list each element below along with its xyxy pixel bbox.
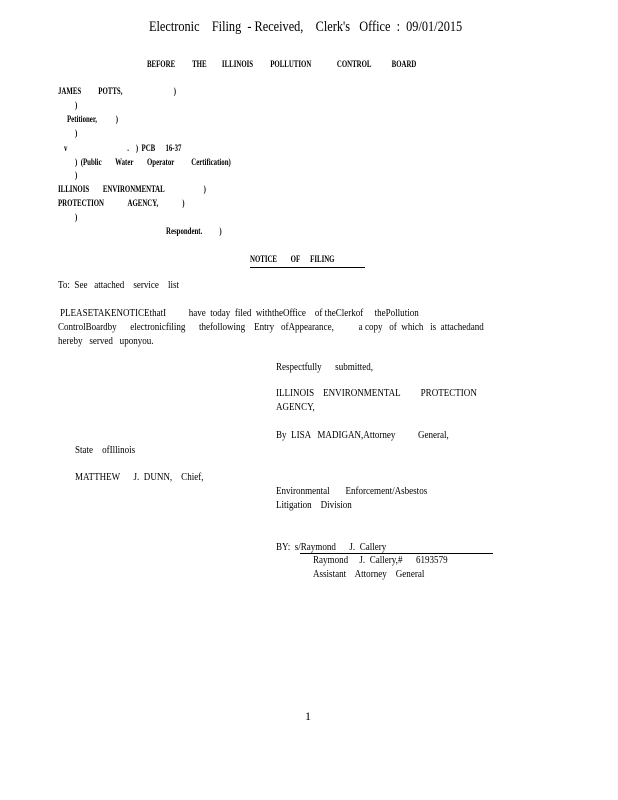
caption-bracket: ) bbox=[75, 129, 78, 139]
board-title: BEFORE THE ILLINOIS POLLUTION CONTROL BOARD bbox=[147, 60, 417, 70]
chief-line: MATTHEW J. DUNN, Chief, bbox=[75, 472, 204, 483]
to-line: To: See attached service list bbox=[58, 280, 179, 291]
notice-title: NOTICE OF FILING bbox=[250, 255, 335, 265]
signature-underline bbox=[300, 553, 493, 554]
caption-bracket: ) bbox=[75, 101, 78, 111]
signer-title: Assistant Attorney General bbox=[313, 569, 425, 580]
notice-title-underline bbox=[250, 267, 365, 268]
division-line-2: Litigation Division bbox=[276, 500, 352, 511]
agency-name-line-1: ILLINOIS ENVIRONMENTAL PROTECTION bbox=[276, 388, 477, 399]
signature-by-line: BY: s/Raymond J. Callery bbox=[276, 542, 387, 553]
caption-respondent-name-2: PROTECTION AGENCY, ) bbox=[58, 199, 185, 209]
agency-name-line-2: AGENCY, bbox=[276, 402, 315, 413]
caption-petitioner-name: JAMES POTTS, ) bbox=[58, 87, 177, 97]
caption-respondent-role: Respondent. ) bbox=[166, 227, 222, 237]
caption-bracket: ) bbox=[75, 213, 78, 223]
caption-case-number: v . ) PCB 16-37 bbox=[64, 144, 182, 154]
notice-line-1: PLEASETAKENOTICEthatI have today filed withtheOffice of theClerkof thePollution bbox=[60, 308, 419, 319]
attorney-general-line: By LISA MADIGAN,Attorney General, bbox=[276, 430, 449, 441]
caption-petitioner-role: Petitioner, ) bbox=[67, 115, 119, 125]
caption-case-type: ) (Public Water Operator Certification) bbox=[75, 158, 231, 168]
caption-respondent-name-1: ILLINOIS ENVIRONMENTAL ) bbox=[58, 185, 206, 195]
caption-bracket: ) bbox=[75, 171, 78, 181]
signer-name: Raymond J. Callery,# 6193579 bbox=[313, 555, 448, 566]
notice-line-2: ControlBoardby electronicfiling thefollowing Entry ofAppearance, a copy of which is attachedand bbox=[58, 322, 484, 333]
page-number: 1 bbox=[305, 709, 311, 723]
respectfully-submitted: Respectfully submitted, bbox=[276, 362, 374, 373]
notice-line-3: hereby served uponyou. bbox=[58, 336, 154, 347]
filing-stamp-header: Electronic Filing - Received, Clerk's Office : 09/01/2015 bbox=[149, 19, 463, 35]
state-line: State ofIllinois bbox=[75, 445, 136, 456]
division-line-1: Environmental Enforcement/Asbestos bbox=[276, 486, 428, 497]
